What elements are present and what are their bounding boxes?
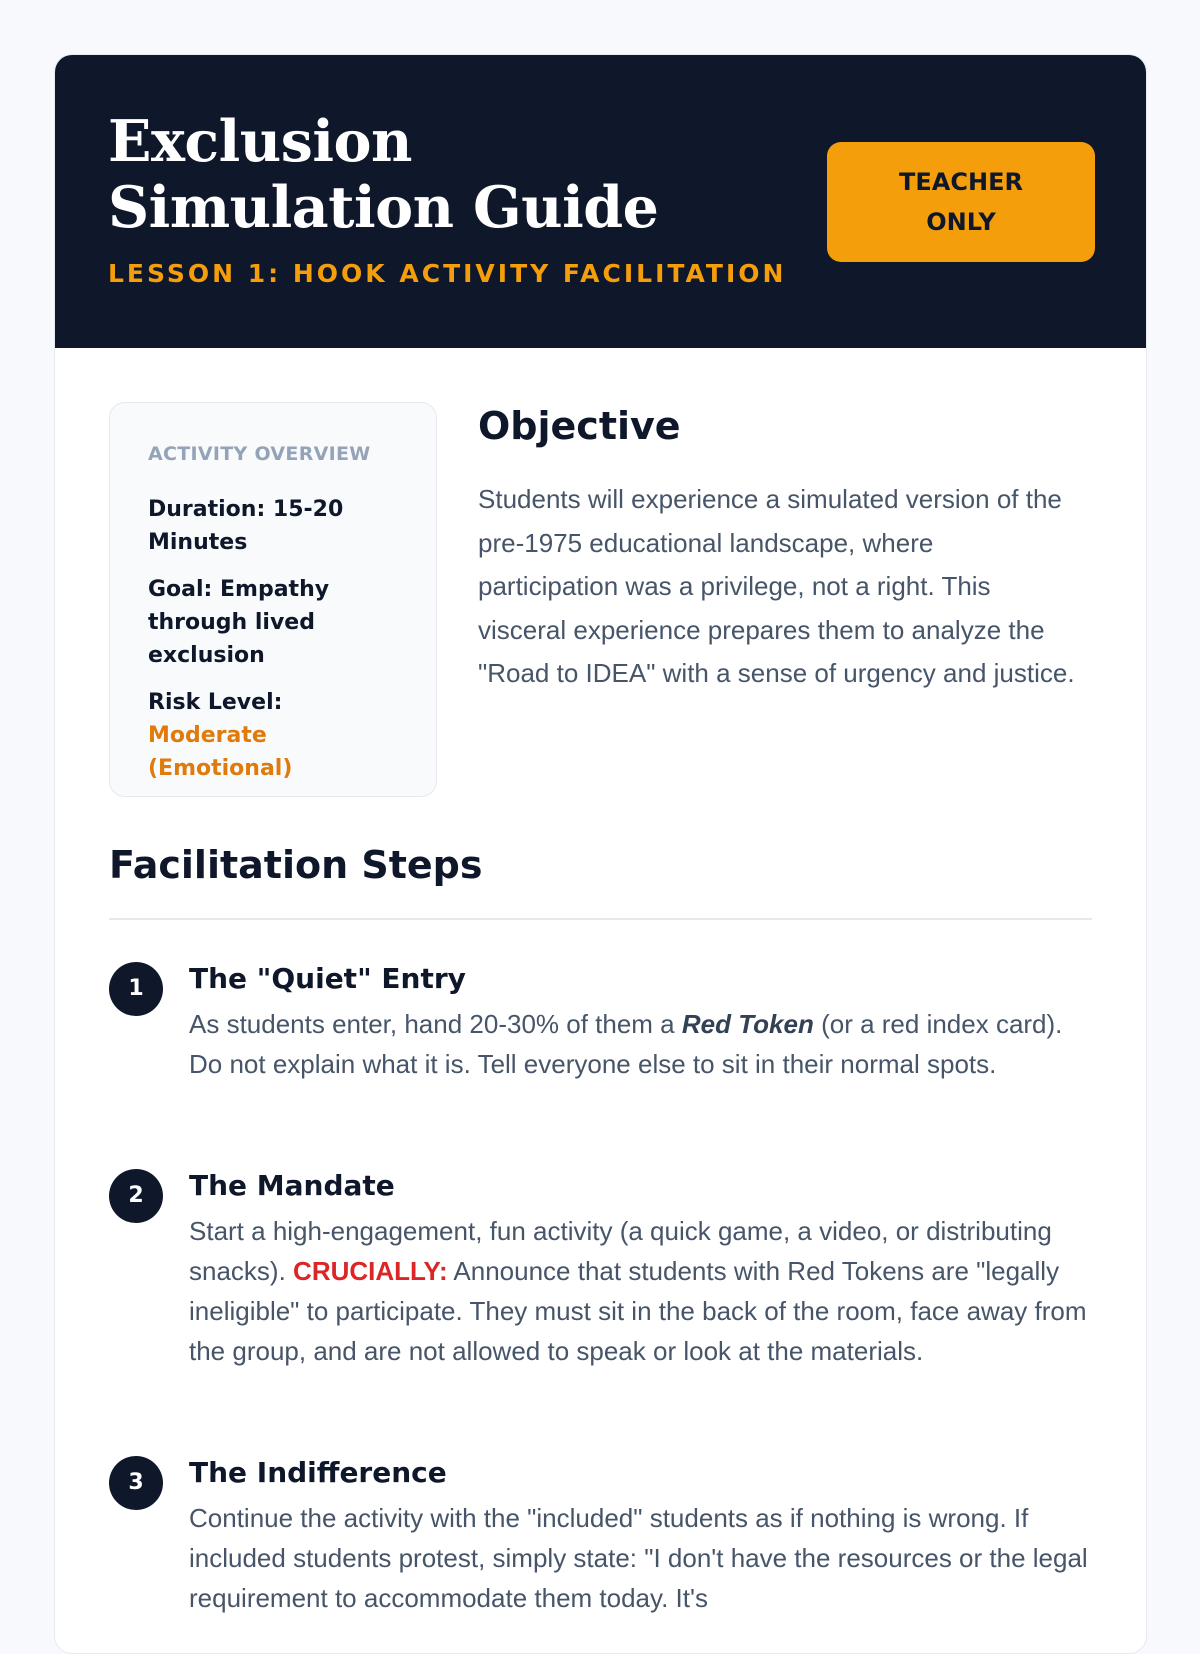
- teacher-only-badge: TEACHER ONLY: [827, 142, 1095, 262]
- risk-value: Moderate (Emotional): [148, 723, 293, 781]
- lesson-subtitle: LESSON 1: HOOK ACTIVITY FACILITATION: [108, 259, 787, 288]
- risk-label: Risk Level:: [148, 690, 283, 715]
- step-body: [189, 1004, 1092, 1084]
- guide-header: [55, 55, 1147, 348]
- step-body-text: (or a red index card). Do not explain what it is. Tell everyone else to sit in their normal spots.: [189, 1009, 1063, 1079]
- facilitation-steps-heading: Facilitation Steps: [109, 843, 483, 887]
- guide-card: [54, 54, 1147, 1654]
- crucially-emphasis: CRUCIALLY:: [293, 1256, 448, 1286]
- overview-label: ACTIVITY OVERVIEW: [148, 443, 371, 465]
- step-body-text: Start a high-engagement, fun activity (a quick game, a video, or distributing snacks).: [189, 1216, 1052, 1286]
- overview-duration: Duration: 15-20 Minutes: [148, 497, 344, 555]
- overview-goal: Goal: Empathy through lived exclusion: [148, 577, 330, 668]
- page-title: Exclusion Simulation Guide: [108, 108, 659, 241]
- step-body: [189, 1211, 1092, 1371]
- objective-heading: Objective: [478, 404, 681, 448]
- step-title: The "Quiet" Entry: [189, 962, 466, 995]
- step-title: The Mandate: [189, 1169, 395, 1202]
- step-body-text: Announce that students with Red Tokens are "legally ineligible" to participate. They must sit in the back of the room, face away from the group, and are not allowed to speak or look at the materials.: [189, 1256, 1087, 1366]
- step-number-badge: 1: [109, 962, 163, 1016]
- section-divider: [109, 918, 1092, 920]
- red-token-emphasis: Red Token: [681, 1009, 814, 1039]
- step-body: Continue the activity with the "included" students as if nothing is wrong. If included students protest, simply state: "I don't have the resources or the legal requirement to accommodate them today. It's: [189, 1503, 1088, 1613]
- step-number-badge: 2: [109, 1169, 163, 1223]
- overview-risk: [148, 686, 398, 785]
- step-title: The Indifference: [189, 1456, 447, 1489]
- objective-text: Students will experience a simulated version of the pre-1975 educational landscape, where participation was a privilege, not a right. This visceral experience prepares them to analyze the "Road to IDEA" with a sense of urgency and justice.: [478, 484, 1075, 688]
- step-body-text: As students enter, hand 20-30% of them a: [189, 1009, 675, 1039]
- step-number-badge: 3: [109, 1456, 163, 1510]
- activity-overview-panel: [109, 402, 437, 797]
